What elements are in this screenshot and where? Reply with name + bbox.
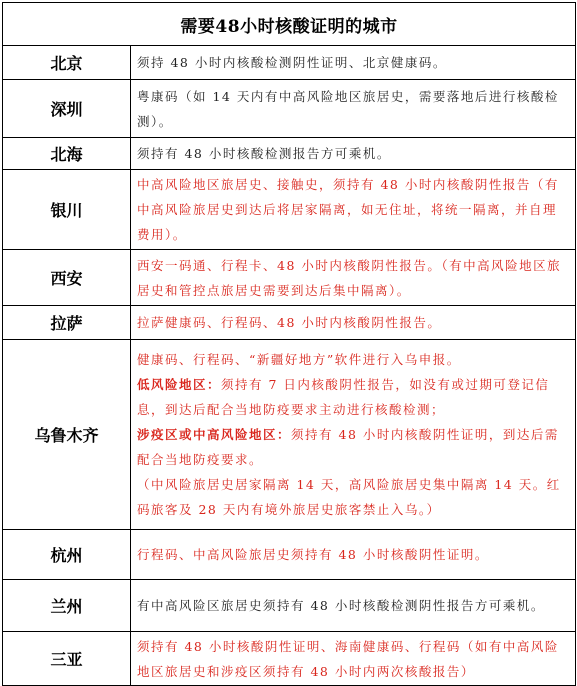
city-name: 三亚 <box>3 632 131 686</box>
requirement-text: 须持有 48 小时核酸检测报告方可乘机。 <box>131 138 576 170</box>
city-name: 乌鲁木齐 <box>3 340 131 530</box>
city-name: 银川 <box>3 170 131 250</box>
requirement-text <box>131 340 576 530</box>
table-row-urumqi <box>3 340 576 530</box>
requirement-text: 行程码、中高风险旅居史须持有 48 小时核酸阴性证明。 <box>131 530 576 580</box>
table-row-yinchuan <box>3 170 576 250</box>
requirement-text: 西安一码通、行程卡、48 小时内核酸阴性报告。（有中高风险地区旅居史和管控点旅居史需要到达后集中隔离）。 <box>131 250 576 306</box>
table-row-lanzhou <box>3 580 576 632</box>
table-row-xian <box>3 250 576 306</box>
high-risk-label: 涉疫区或中高风险地区： <box>137 427 292 442</box>
table-row-sanya <box>3 632 576 686</box>
requirement-text: 须持有 48 小时核酸阴性证明、海南健康码、行程码（如有中高风险地区旅居史和涉疫区须持有 48 小时内两次核酸报告） <box>131 632 576 686</box>
low-risk-label: 低风险地区： <box>137 377 222 392</box>
requirement-text: 拉萨健康码、行程码、48 小时内核酸阴性报告。 <box>131 306 576 340</box>
requirement-text: 有中高风险区旅居史须持有 48 小时核酸检测阴性报告方可乘机。 <box>131 580 576 632</box>
city-name: 深圳 <box>3 80 131 138</box>
table-title: 需要48小时核酸证明的城市 <box>3 3 576 46</box>
table-row-lhasa <box>3 306 576 340</box>
covid-requirements-document <box>2 2 575 686</box>
urumqi-high-risk <box>137 422 569 472</box>
high-risk-text: 须持有 48 小时内核酸阴性证明，到达后需配合当地防疫要求。 <box>137 427 559 467</box>
table-row-beihai <box>3 138 576 170</box>
requirements-table <box>2 2 576 686</box>
requirement-text: 须持 48 小时内核酸检测阴性证明、北京健康码。 <box>131 46 576 80</box>
low-risk-text: 须持有 7 日内核酸阴性报告，如没有或过期可登记信息，到达后配合当地防疫要求主动进行核酸检测； <box>137 377 550 417</box>
urumqi-low-risk <box>137 372 569 422</box>
table-row-shenzhen <box>3 80 576 138</box>
urumqi-intro: 健康码、行程码、“新疆好地方”软件进行入乌申报。 <box>137 352 461 367</box>
city-name: 北京 <box>3 46 131 80</box>
table-row-hangzhou <box>3 530 576 580</box>
city-name: 拉萨 <box>3 306 131 340</box>
requirement-text: 中高风险地区旅居史、接触史，须持有 48 小时内核酸阴性报告（有中高风险旅居史到达后将居家隔离，如无住址，将统一隔离，并自理费用）。 <box>131 170 576 250</box>
table-row-beijing <box>3 46 576 80</box>
title-row <box>3 3 576 46</box>
city-name: 兰州 <box>3 580 131 632</box>
city-name: 北海 <box>3 138 131 170</box>
city-name: 杭州 <box>3 530 131 580</box>
city-name: 西安 <box>3 250 131 306</box>
urumqi-note: （中风险旅居史居家隔离 14 天，高风险旅居史集中隔离 14 天。红码旅客及 28 天内有境外旅居史旅客禁止入乌。） <box>137 477 561 517</box>
requirement-text: 粤康码（如 14 天内有中高风险地区旅居史，需要落地后进行核酸检测）。 <box>131 80 576 138</box>
